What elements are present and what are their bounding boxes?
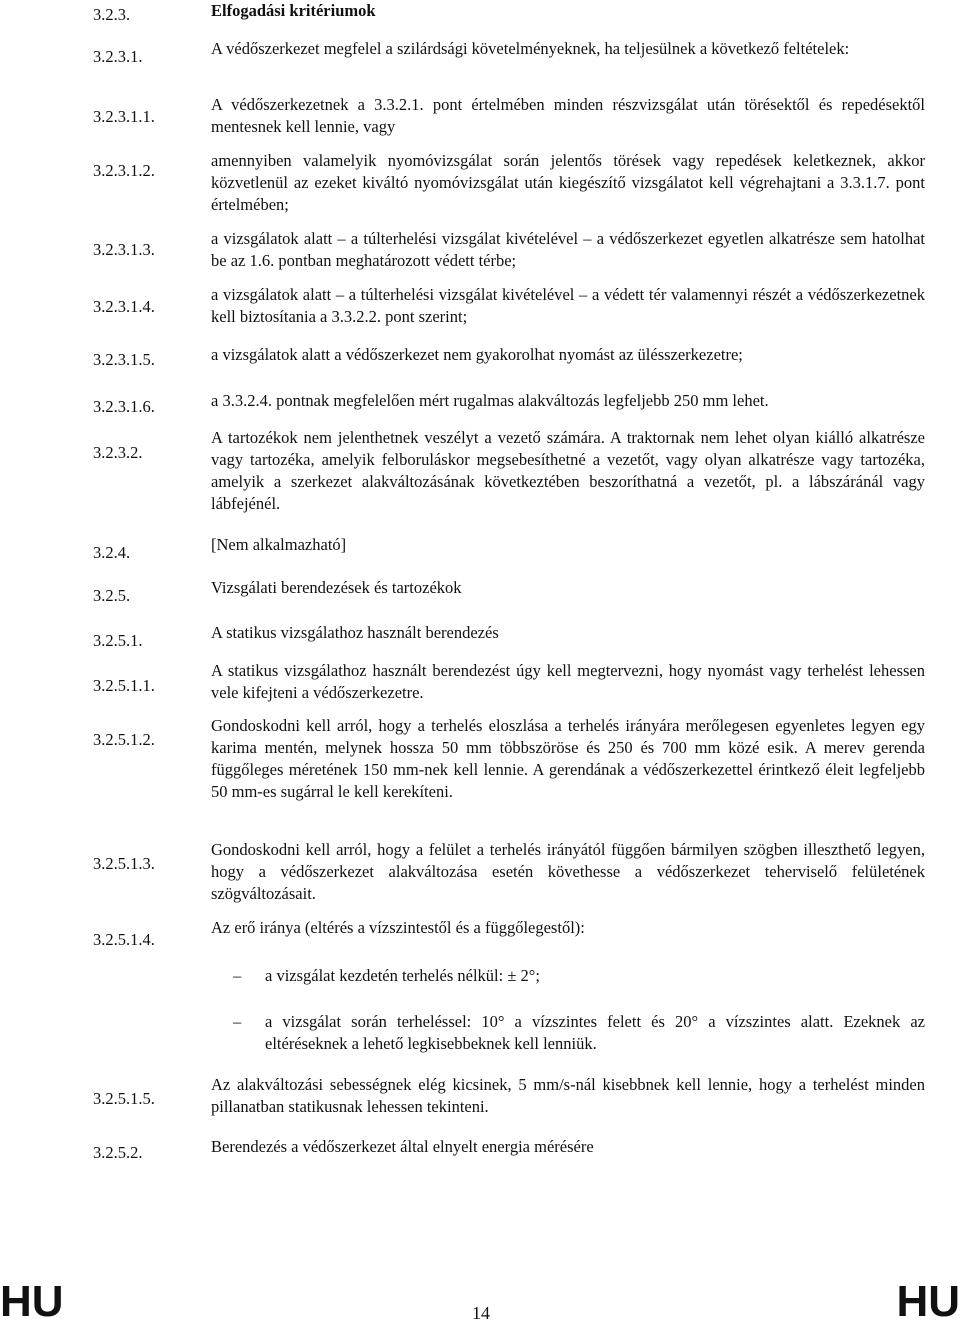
section-text: A védőszerkezet megfelel a szilárdsági követelményeknek, ha teljesülnek a következő feltételek: xyxy=(211,39,850,58)
section-text: a vizsgálatok alatt a védőszerkezet nem gyakorolhat nyomást az ülésszerkezetre; xyxy=(211,345,743,364)
section-text: a vizsgálatok alatt – a túlterhelési vizsgálat kivételével – a védett tér valamennyi részét a védőszerkezetnek kell biztosítania a 3.3.2.2. pont szerint; xyxy=(211,285,925,326)
section-text: A tartozékok nem jelenthetnek veszélyt a vezető számára. A traktornak nem lehet olyan kiálló alkatrésze vagy tartozéka, amelyik felboruláskor megsebesíthetné a vezetőt, vagy olyan alkatrésze vagy tartozéka, amelyik a szerkezet alakváltozásának következtében beszoríthatná a vezetőt, pl. a lábszáránál vagy lábfejénél. xyxy=(211,428,925,513)
section-number: 3.2.3.2. xyxy=(93,443,143,462)
section-number: 3.2.5.1.1. xyxy=(93,676,155,695)
footer-language-code-right: HU xyxy=(896,1277,960,1326)
section-number: 3.2.3. xyxy=(93,5,131,24)
section-number: 3.2.5. xyxy=(93,586,131,605)
section-number: 3.2.3.1.3. xyxy=(93,240,155,259)
section-heading: Vizsgálati berendezések és tartozékok xyxy=(211,578,462,597)
section-text: Az alakváltozási sebességnek elég kicsinek, 5 mm/s-nál kisebbnek kell lennie, hogy a terhelést minden pillanatban statikusnak lehessen tekinteni. xyxy=(211,1075,925,1116)
section-text: A statikus vizsgálathoz használt berendezést úgy kell megtervezni, hogy nyomást vagy terhelést lehessen vele kifejteni a védőszerkezetre. xyxy=(211,661,925,702)
section-heading: A statikus vizsgálathoz használt berendezés xyxy=(211,623,499,642)
dash-bullet-marker: – xyxy=(233,966,242,985)
section-number: 3.2.5.1.2. xyxy=(93,730,155,749)
section-number: 3.2.3.1.2. xyxy=(93,161,155,180)
section-text: Gondoskodni kell arról, hogy a terhelés eloszlása a terhelés irányára merőlegesen egyenletes legyen egy karima mentén, melynek hossza 50 mm többszöröse és 250 és 700 mm közé esik. A merev gerenda függőleges méretének 150 mm-nek kell lennie. A gerendának a védőszerkezettel érintkező éleit legfeljebb 50 mm-es sugárral le kell kerekíteni. xyxy=(211,716,925,801)
section-number: 3.2.5.1. xyxy=(93,631,143,650)
section-number: 3.2.3.1.6. xyxy=(93,397,155,416)
section-text: a 3.3.2.4. pontnak megfelelően mért rugalmas alakváltozás legfeljebb 250 mm lehet. xyxy=(211,391,769,410)
section-number: 3.2.3.1.4. xyxy=(93,297,155,316)
section-text: A védőszerkezetnek a 3.3.2.1. pont értelmében minden részvizsgálat után törésektől és repedésektől mentesnek kell lennie, vagy xyxy=(211,95,925,136)
dash-bullet-marker: – xyxy=(233,1012,242,1031)
section-text: Az erő iránya (eltérés a vízszintestől és a függőlegestől): xyxy=(211,918,585,937)
section-text: amennyiben valamelyik nyomóvizsgálat során jelentős törések vagy repedések keletkeznek, akkor közvetlenül az ezeket kiváltó nyomóvizsgálat után kiegészítő vizsgálatot kell végrehajtani a 3.3.1.7. pont értelmében; xyxy=(211,151,925,214)
page-number: 14 xyxy=(472,1303,490,1323)
section-number: 3.2.5.1.3. xyxy=(93,854,155,873)
section-number: 3.2.3.1. xyxy=(93,47,143,66)
section-number: 3.2.4. xyxy=(93,543,131,562)
section-heading: Elfogadási kritériumok xyxy=(211,1,376,20)
list-item: a vizsgálat során terheléssel: 10° a vízszintes felett és 20° a vízszintes alatt. Ezeknek az eltéréseknek a lehető legkisebbeknek kell lenniük. xyxy=(265,1012,925,1053)
section-text: [Nem alkalmazható] xyxy=(211,535,347,554)
section-number: 3.2.5.1.4. xyxy=(93,930,155,949)
list-item: a vizsgálat kezdetén terhelés nélkül: ± 2°; xyxy=(265,966,540,985)
section-number: 3.2.5.1.5. xyxy=(93,1089,155,1108)
section-text: Gondoskodni kell arról, hogy a felület a terhelés irányától függően bármilyen szögben illeszthető legyen, hogy a védőszerkezet alakváltozása esetén követhesse a védőszerkezet teherviselő felületének szögváltozásait. xyxy=(211,840,925,903)
footer-language-code-left: HU xyxy=(0,1277,64,1326)
section-heading: Berendezés a védőszerkezet által elnyelt energia mérésére xyxy=(211,1137,594,1156)
section-text: a vizsgálatok alatt – a túlterhelési vizsgálat kivételével – a védőszerkezet egyetlen alkatrésze sem hatolhat be az 1.6. pontban meghatározott védett térbe; xyxy=(211,229,925,270)
section-number: 3.2.3.1.1. xyxy=(93,107,155,126)
section-number: 3.2.3.1.5. xyxy=(93,350,155,369)
section-number: 3.2.5.2. xyxy=(93,1143,143,1162)
